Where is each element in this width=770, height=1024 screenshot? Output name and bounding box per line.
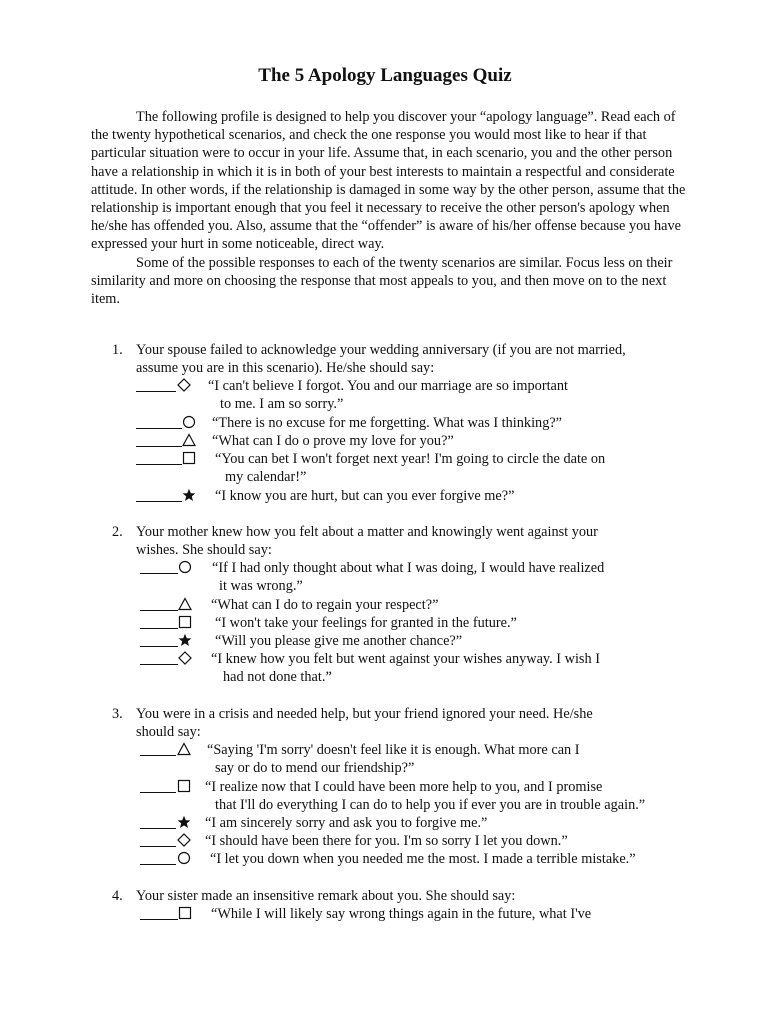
diamond-icon [178,651,192,665]
triangle-icon [177,742,191,756]
question-text-line-1: Your sister made an insensitive remark about you. She should say: [136,888,516,904]
answer-blank[interactable] [136,415,182,429]
triangle-icon [178,597,192,611]
circle-icon [177,851,191,865]
option-text-continued: had not done that.” [223,669,332,686]
intro-paragraph-2: Some of the possible responses to each of the twenty scenarios are similar. Focus less on their similarity and more on choosing the response that most appeals to you, and then move on to the next item. [91,254,673,308]
option-text: “I can't believe I forgot. You and our marriage are so important [208,378,569,394]
intro-text [91,108,687,308]
option-text: “Saying 'I'm sorry' doesn't feel like it is enough. What more can I [207,742,580,758]
question-number: 1. [112,342,123,358]
question-text-line-2: assume you are in this scenario). He/she should say: [136,360,435,376]
answer-blank[interactable] [140,560,178,574]
circle-icon [182,415,196,429]
option-text-continued: to me. I am so sorry.” [220,396,344,413]
answer-blank[interactable] [136,488,182,502]
answer-blank[interactable] [140,851,176,865]
option-text-continued: say or do to mend our friendship?” [215,760,415,777]
question-number: 4. [112,888,123,904]
option-text: “I realize now that I could have been more help to you, and I promise [205,779,603,795]
option-text: “What can I do to regain your respect?” [211,597,439,613]
option-text: “Will you please give me another chance?” [215,633,463,649]
question-text-line-2: should say: [136,724,201,740]
answer-blank[interactable] [140,906,178,920]
answer-blank[interactable] [136,451,182,465]
circle-icon [178,560,192,574]
square-icon [182,451,196,465]
question-text-line-2: wishes. She should say: [136,542,272,558]
question-text-line-1: Your mother knew how you felt about a matter and knowingly went against your [136,524,598,540]
option-text: “You can bet I won't forget next year! I'm going to circle the date on [215,451,606,467]
star-icon [177,815,191,829]
answer-blank[interactable] [140,815,176,829]
answer-blank[interactable] [140,779,176,793]
question-text-line-1: Your spouse failed to acknowledge your wedding anniversary (if you are not married, [136,342,626,358]
option-text: “I knew how you felt but went against your wishes anyway. I wish I [211,651,600,667]
answer-blank[interactable] [140,651,178,665]
option-text: “I know you are hurt, but can you ever forgive me?” [215,488,515,504]
page-title: The 5 Apology Languages Quiz [258,65,512,86]
answer-blank[interactable] [136,378,176,392]
option-text: “There is no excuse for me forgetting. What was I thinking?” [212,415,563,431]
square-icon [177,779,191,793]
star-icon [178,633,192,647]
option-text: “I won't take your feelings for granted in the future.” [215,615,517,631]
option-text: “What can I do o prove my love for you?” [212,433,454,449]
answer-blank[interactable] [140,633,178,647]
option-text-continued: it was wrong.” [219,578,303,595]
option-text-continued: my calendar!” [225,469,307,486]
star-icon [182,488,196,502]
answer-blank[interactable] [140,742,176,756]
option-text: “If I had only thought about what I was doing, I would have realized [212,560,605,576]
option-text-continued: that I'll do everything I can do to help you if ever you are in trouble again.” [215,797,646,814]
question-number: 2. [112,524,123,540]
answer-blank[interactable] [140,597,178,611]
diamond-icon [177,378,191,392]
question-text-line-1: You were in a crisis and needed help, but your friend ignored your need. He/she [136,706,593,722]
triangle-icon [182,433,196,447]
option-text: “I should have been there for you. I'm so sorry I let you down.” [205,833,568,849]
square-icon [178,906,192,920]
answer-blank[interactable] [136,433,182,447]
intro-paragraph-1: The following profile is designed to help you discover your “apology language”. Read each of the twenty hypothetical scenarios, and check the one response you would most like to hear if that particular situation were to occur in your life. Assume that, in each scenario, you and the other person have a relationship in which it is in both of your best interests to maintain a respectful and considerate attitude. In other words, if the relationship is damaged in some way by the other person, assume that the relationship is important enough that you feel it necessary to receive the other person's apology when he/she has offended you. Also, assume that the “offender” is aware of his/her offense because you have expressed your hurt in some noticeable, direct way. [91,109,686,253]
answer-blank[interactable] [140,615,178,629]
option-text: “I am sincerely sorry and ask you to forgive me.” [205,815,488,831]
option-text: “I let you down when you needed me the most. I made a terrible mistake.” [210,851,636,867]
answer-blank[interactable] [140,833,176,847]
option-text: “While I will likely say wrong things again in the future, what I've [211,906,592,922]
square-icon [178,615,192,629]
diamond-icon [177,833,191,847]
question-number: 3. [112,706,123,722]
